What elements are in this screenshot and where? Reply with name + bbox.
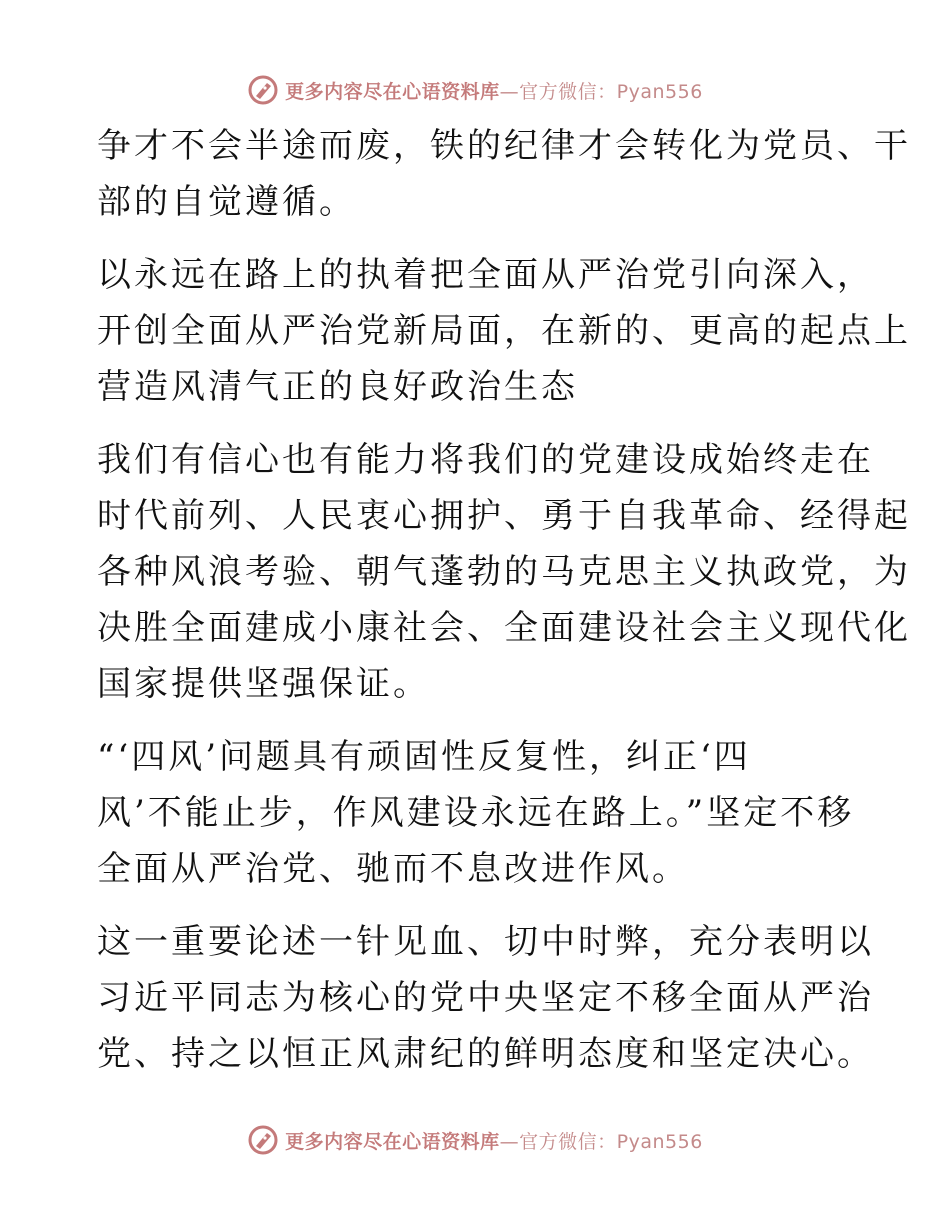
text-line: 以永远在路上的执着把全面从严治党引向深入， bbox=[97, 255, 874, 295]
paragraph bbox=[97, 118, 911, 230]
watermark-brand: 更多内容尽在心语资料库 bbox=[285, 1130, 500, 1153]
paragraph bbox=[97, 729, 857, 897]
text-line: 部的自觉遵循。 bbox=[97, 182, 356, 222]
text-line: 党、持之以恒正风肃纪的鲜明态度和坚定决心。 bbox=[97, 1034, 874, 1074]
watermark-wechat: —官方微信：Pyan556 bbox=[499, 1130, 703, 1153]
paragraph bbox=[97, 247, 911, 415]
text-line: 我们有信心也有能力将我们的党建设成始终走在 bbox=[97, 440, 874, 480]
text-line: 国家提供坚强保证。 bbox=[97, 664, 430, 704]
footer-watermark bbox=[0, 1120, 950, 1160]
watermark-text bbox=[285, 77, 703, 104]
text-line: 习近平同志为核心的党中央坚定不移全面从严治 bbox=[97, 978, 874, 1018]
text-line: 决胜全面建成小康社会、全面建设社会主义现代化 bbox=[97, 608, 911, 648]
paragraph bbox=[97, 914, 874, 1082]
text-line: “‘四风’问题具有顽固性反复性，纠正‘四 bbox=[97, 737, 751, 777]
document-body bbox=[97, 118, 911, 1099]
watermark-brand: 更多内容尽在心语资料库 bbox=[285, 80, 500, 103]
text-line: 各种风浪考验、朝气蓬勃的马克思主义执政党，为 bbox=[97, 552, 911, 592]
pen-nib-seal-icon bbox=[247, 74, 279, 106]
header-watermark bbox=[0, 70, 950, 110]
watermark-wechat: —官方微信：Pyan556 bbox=[499, 80, 703, 103]
pen-nib-seal-icon bbox=[247, 1124, 279, 1156]
text-line: 风’不能止步，作风建设永远在路上。”坚定不移 bbox=[97, 793, 855, 833]
text-line: 这一重要论述一针见血、切中时弊，充分表明以 bbox=[97, 922, 874, 962]
text-line: 争才不会半途而废，铁的纪律才会转化为党员、干 bbox=[97, 126, 911, 166]
text-line: 时代前列、人民衷心拥护、勇于自我革命、经得起 bbox=[97, 496, 911, 536]
paragraph bbox=[97, 432, 911, 712]
text-line: 营造风清气正的良好政治生态 bbox=[97, 367, 578, 407]
text-line: 全面从严治党、驰而不息改进作风。 bbox=[97, 849, 689, 889]
text-line: 开创全面从严治党新局面，在新的、更高的起点上 bbox=[97, 311, 911, 351]
watermark-text bbox=[285, 1127, 703, 1154]
